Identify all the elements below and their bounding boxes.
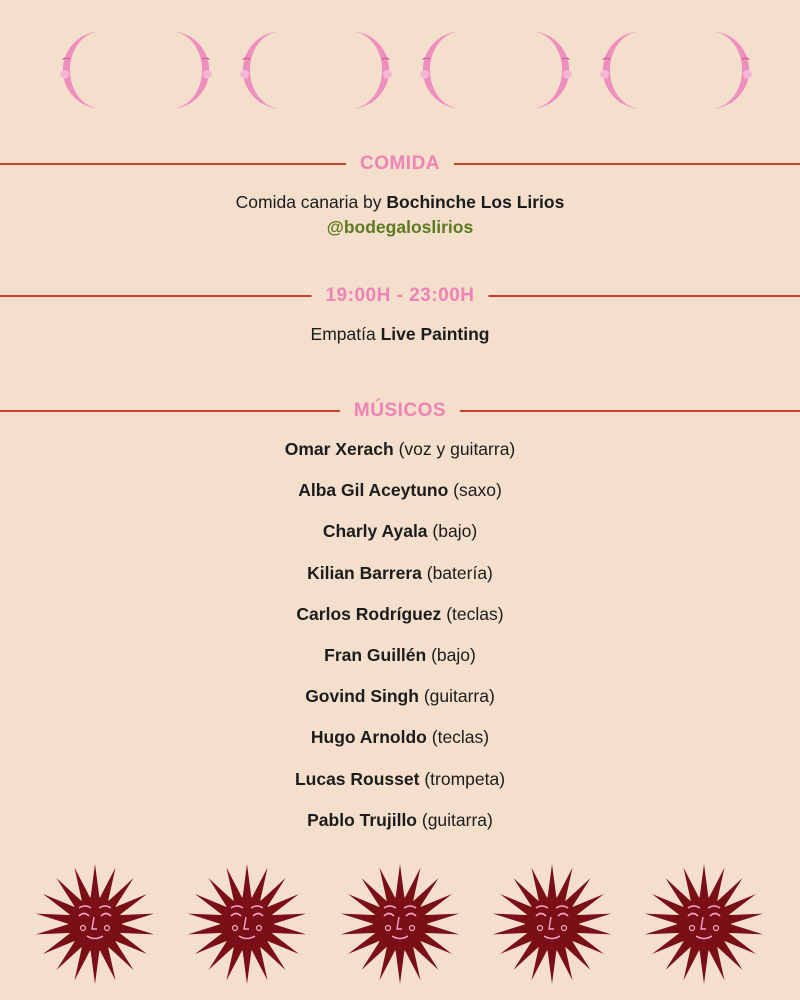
act-prefix: Empatía [310, 324, 381, 344]
sun-face-icon [642, 862, 766, 986]
sun-face-icon [490, 862, 614, 986]
musician-item [0, 562, 800, 603]
musicos-heading: MÚSICOS [340, 399, 460, 423]
musician-role: (guitarra) [423, 686, 495, 707]
musician-item [0, 603, 800, 644]
musician-item [0, 520, 800, 561]
musician-item [0, 644, 800, 685]
crescent-moon-icon [317, 26, 405, 114]
act-name: Live Painting [380, 324, 490, 344]
musician-name: Omar Xerach [284, 439, 394, 459]
musician-name: Lucas Rousset [294, 768, 420, 789]
sun-row [0, 862, 800, 987]
comida-description [0, 191, 800, 213]
musician-role: (teclas) [431, 727, 490, 748]
musician-role: (trompeta) [424, 768, 506, 789]
comida-heading: COMIDA [346, 152, 454, 176]
crescent-moon-icon [677, 26, 765, 114]
musician-name: Govind Singh [305, 686, 419, 707]
comida-prefix: Comida canaria by [235, 192, 387, 212]
musician-role: (guitarra) [421, 809, 493, 830]
crescent-moon-icon [497, 26, 585, 114]
musician-name: Pablo Trujillo [307, 809, 417, 830]
musician-name: Charly Ayala [322, 521, 428, 542]
musician-role: (teclas) [446, 603, 504, 624]
musician-item [0, 479, 800, 520]
musicos-section-header [0, 399, 800, 423]
musician-item [0, 809, 800, 850]
sun-face-icon [33, 862, 157, 986]
crescent-moon-icon [47, 26, 135, 114]
musician-name: Hugo Arnoldo [310, 727, 427, 748]
comida-section-header [0, 152, 800, 176]
musician-item [0, 768, 800, 809]
crescent-moon-icon [137, 26, 225, 114]
horario-heading: 19:00H - 23:00H [311, 284, 488, 308]
musician-item [0, 726, 800, 767]
musician-role: (voz y guitarra) [398, 439, 516, 459]
musician-item [0, 438, 800, 479]
musician-name: Carlos Rodríguez [296, 603, 442, 624]
musician-role: (bajo) [431, 644, 476, 665]
musician-name: Kilian Barrera [307, 562, 422, 583]
musician-role: (batería) [426, 562, 493, 583]
musician-role: (bajo) [432, 521, 478, 542]
musician-role: (saxo) [453, 480, 502, 501]
crescent-moon-icon [407, 26, 495, 114]
crescent-moon-icon [587, 26, 675, 114]
musician-name: Alba Gil Aceytuno [298, 480, 449, 501]
sun-face-icon [185, 862, 309, 986]
horario-section-header [0, 284, 800, 308]
instagram-handle[interactable]: @bodegaloslirios [326, 217, 474, 237]
sun-face-icon [338, 862, 462, 986]
comida-handle-row [0, 216, 800, 238]
crescent-moon-icon [227, 26, 315, 114]
musician-list [0, 438, 800, 850]
comida-vendor: Bochinche Los Lirios [386, 192, 565, 212]
live-painting-row [0, 323, 800, 345]
musician-name: Fran Guillén [324, 644, 427, 665]
moon-row [0, 26, 800, 114]
musician-item [0, 685, 800, 726]
